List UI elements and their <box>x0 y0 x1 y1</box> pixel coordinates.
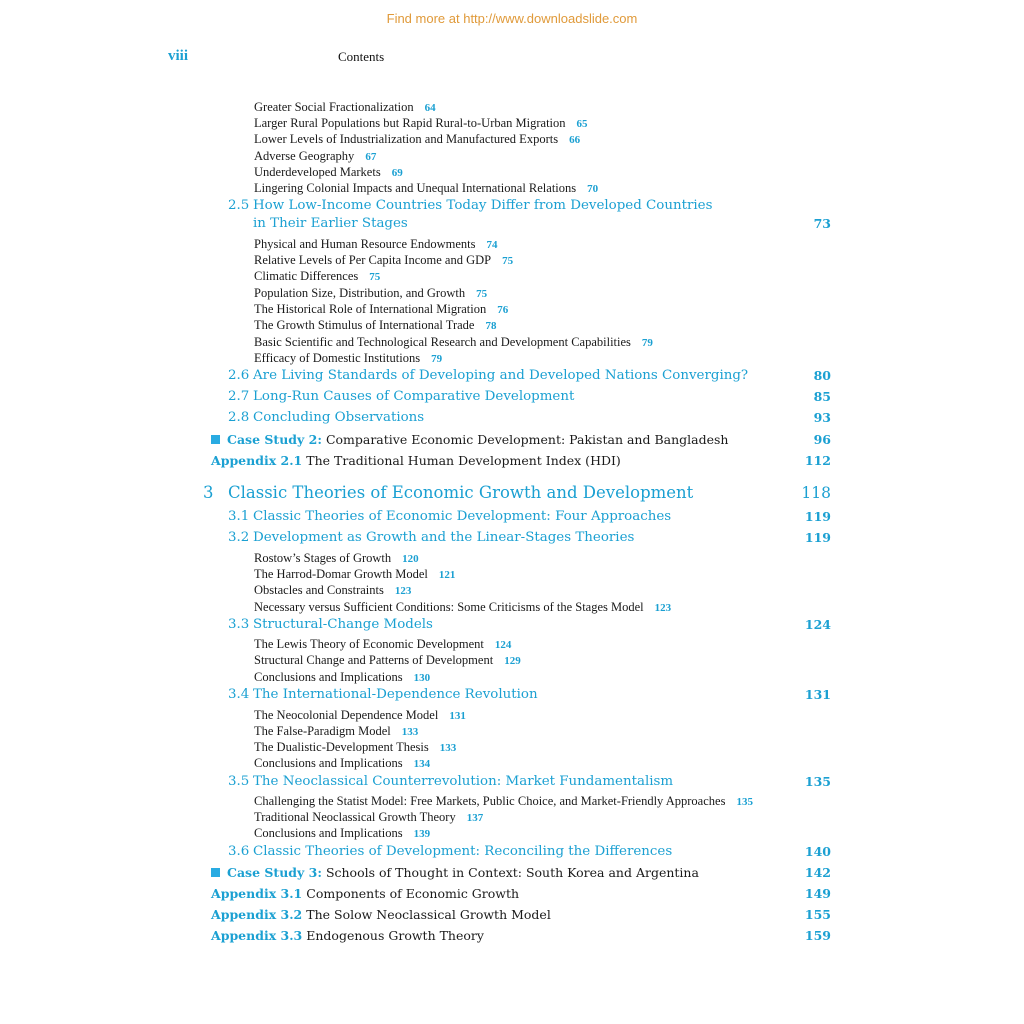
toc-section-3-3: 3.3 Structural-Change Models <box>228 617 433 632</box>
toc-topic: Necessary versus Sufficient Conditions: Some Criticisms of the Stages Model 123 <box>254 600 672 614</box>
toc-appendix-page: 155 <box>804 907 831 922</box>
toc-section-2-7: 2.7 Long-Run Causes of Comparative Development <box>228 389 575 404</box>
square-bullet-icon <box>211 435 220 444</box>
toc-topic: Obstacles and Constraints 123 <box>254 583 412 597</box>
toc-section-page: 80 <box>813 368 831 383</box>
toc-appendix-page: 149 <box>804 886 831 901</box>
toc-chapter-3: 3 Classic Theories of Economic Growth and Development <box>203 483 694 502</box>
toc-chapter-page: 118 <box>801 484 831 502</box>
toc-topic: Conclusions and Implications 130 <box>254 670 431 684</box>
toc-topic: Lower Levels of Industrialization and Manufactured Exports 66 <box>254 132 581 146</box>
toc-section-2-5: 2.5 How Low-Income Countries Today Differ from Developed Countries <box>228 198 713 213</box>
toc-appendix-page: 112 <box>804 453 831 468</box>
toc-topic: The Dualistic-Development Thesis 133 <box>254 740 457 754</box>
toc-topic: Traditional Neoclassical Growth Theory 137 <box>254 810 484 824</box>
toc-section-2-5-continued: in Their Earlier Stages <box>253 216 408 231</box>
toc-topic: Greater Social Fractionalization 64 <box>254 100 436 114</box>
toc-topic: Conclusions and Implications 139 <box>254 826 431 840</box>
toc-section-page: 140 <box>804 844 831 859</box>
toc-topic: The Lewis Theory of Economic Development 124 <box>254 637 512 651</box>
toc-topic: Larger Rural Populations but Rapid Rural-to-Urban Migration 65 <box>254 116 588 130</box>
toc-topic: Relative Levels of Per Capita Income and GDP 75 <box>254 253 514 267</box>
toc-topic: The Growth Stimulus of International Trade 78 <box>254 318 497 332</box>
toc-topic: Conclusions and Implications 134 <box>254 756 431 770</box>
toc-topic: Underdeveloped Markets 69 <box>254 165 403 179</box>
toc-appendix-3-2: Appendix 3.2 The Solow Neoclassical Growth Model <box>211 907 551 922</box>
toc-section-page: 119 <box>804 509 831 524</box>
square-bullet-icon <box>211 868 220 877</box>
toc-section-page: 73 <box>813 216 831 231</box>
toc-section-page: 93 <box>813 410 831 425</box>
toc-case-study-2: Case Study 2: Comparative Economic Development: Pakistan and Bangladesh <box>211 431 728 449</box>
watermark: Find more at http://www.downloadslide.com <box>386 11 638 26</box>
toc-section-page: 124 <box>804 617 831 632</box>
toc-topic: Adverse Geography 67 <box>254 149 377 163</box>
toc-topic: Climatic Differences 75 <box>254 269 381 283</box>
toc-topic: Physical and Human Resource Endowments 74 <box>254 237 498 251</box>
toc-section-2-6: 2.6 Are Living Standards of Developing and Developed Nations Converging? <box>228 368 749 383</box>
toc-section-3-6: 3.6 Classic Theories of Development: Reconciling the Differences <box>228 844 673 859</box>
toc-section-2-8: 2.8 Concluding Observations <box>228 410 425 425</box>
toc-section-page: 119 <box>804 530 831 545</box>
toc-section-3-2: 3.2 Development as Growth and the Linear-Stages Theories <box>228 530 635 545</box>
toc-topic: Rostow’s Stages of Growth 120 <box>254 551 419 565</box>
toc-section-3-4: 3.4 The International-Dependence Revolution <box>228 687 538 702</box>
toc-section-3-1: 3.1 Classic Theories of Economic Development: Four Approaches <box>228 509 672 524</box>
toc-appendix-page: 159 <box>804 928 831 943</box>
running-head: Contents <box>338 49 385 64</box>
toc-topic: Efficacy of Domestic Institutions 79 <box>254 351 443 365</box>
toc-case-page: 142 <box>804 865 831 880</box>
toc-section-page: 85 <box>813 389 831 404</box>
toc-topic: The False-Paradigm Model 133 <box>254 724 419 738</box>
toc-topic: Structural Change and Patterns of Development 129 <box>254 653 521 667</box>
toc-appendix-3-3: Appendix 3.3 Endogenous Growth Theory <box>211 928 484 943</box>
toc-case-page: 96 <box>813 432 831 447</box>
toc-topic: The Harrod-Domar Growth Model 121 <box>254 567 456 581</box>
toc-case-study-3: Case Study 3: Schools of Thought in Context: South Korea and Argentina <box>211 864 699 882</box>
toc-section-page: 131 <box>804 687 831 702</box>
toc-topic: Population Size, Distribution, and Growth 75 <box>254 286 488 300</box>
toc-section-page: 135 <box>804 774 831 789</box>
toc-topic: Challenging the Statist Model: Free Markets, Public Choice, and Market-Friendly Approaches 135 <box>254 794 753 808</box>
toc-topic: Lingering Colonial Impacts and Unequal International Relations 70 <box>254 181 599 195</box>
toc-topic: Basic Scientific and Technological Research and Development Capabilities 79 <box>254 335 653 349</box>
toc-appendix-2-1: Appendix 2.1 The Traditional Human Development Index (HDI) <box>211 453 621 468</box>
toc-appendix-3-1: Appendix 3.1 Components of Economic Growth <box>211 886 520 901</box>
page-number: viii <box>168 48 189 64</box>
toc-topic: The Neocolonial Dependence Model 131 <box>254 708 466 722</box>
toc-topic: The Historical Role of International Migration 76 <box>254 302 509 316</box>
toc-section-3-5: 3.5 The Neoclassical Counterrevolution: Market Fundamentalism <box>228 774 674 789</box>
